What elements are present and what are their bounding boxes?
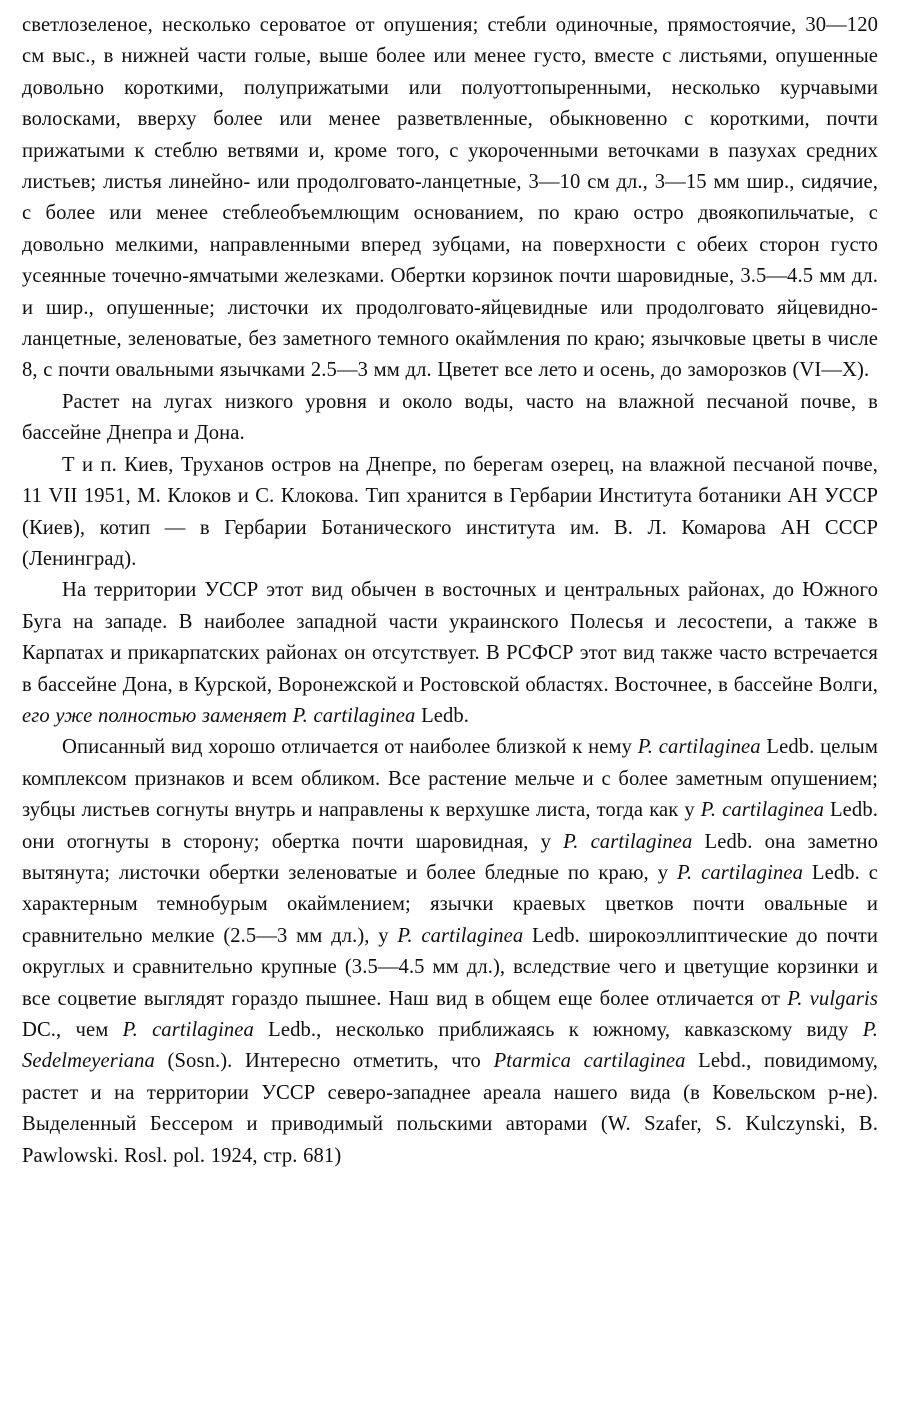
paragraph-type-specimen: Т и п. Киев, Труханов остров на Днепре, по берегам озерец, на влажной песчаной почве, 11 VII 1951, М. Клоков и С. Клокова. Тип хранится в Гербарии Института ботаники АН УССР (Киев), котип — в Гербарии Ботанического института им. В. Л. Комарова АН СССР (Ленинград). (22, 453, 878, 570)
text-run: (Sosn.). Интересно отметить, что (154, 1050, 494, 1073)
text-run: Ledb. они отогнуты в сторону; обертка почти шаровидная, у (22, 799, 878, 853)
paragraph-habitat: Растет на лугах низкого уровня и около воды, часто на влажной песчаной почве, в бассейне Днепра и Дона. (22, 390, 878, 445)
paragraph-distribution (22, 575, 878, 732)
species-name: Ptarmica cartilaginea (493, 1050, 686, 1073)
species-name: P. cartilaginea (700, 799, 824, 822)
text-run: Ledb. (415, 704, 470, 727)
text-run: Ledb. она заметно вытянута; листочки обертки зеленоватые и более бледные по краю, у (22, 830, 878, 884)
text-run: Ledb., несколько приближаясь к южному, кавказскому виду (253, 1019, 863, 1041)
text-run: Ledb. с характерным темнобурым окаймлением; язычки краевых цветков почти овальные и сравнительно мелкие (2.5—3 мм дл.), у (22, 861, 878, 947)
species-name: P. cartilaginea (676, 861, 804, 884)
species-name: P. cartilaginea (563, 830, 693, 853)
species-name: P. cartilaginea (292, 704, 416, 727)
text-run: Описанный вид хорошо отличается от наиболее близкой к нему (62, 736, 638, 759)
paragraph-comparison (22, 732, 878, 1172)
species-name: P. cartilaginea (122, 1019, 254, 1041)
text-run: DC., чем (22, 1019, 123, 1041)
species-name: его уже полностью заменяет (22, 704, 293, 727)
species-name: P. cartilaginea (397, 924, 524, 947)
species-name: P. cartilaginea (637, 736, 761, 759)
paragraph-description: светлозеленое, несколько сероватое от опушения; стебли одиночные, прямостоячие, 30—120 см выс., в нижней части голые, выше более или менее густо, вместе с листьями, опушенные довольно короткими, полуприжатыми или полуоттопыренными, несколько курчавыми волосками, вверху более или менее разветвленные, обыкновенно с короткими, почти прижатыми к стеблю ветвями и, кроме того, с укороченными веточками в пазухах средних листьев; листья линейно- или продолговато-ланцетные, 3—10 см дл., 3—15 мм шир., сидячие, с более или менее стеблеобъемлющим основанием, по краю остро двоякопильчатые, с довольно мелкими, направленными вперед зубцами, на поверхности с обеих сторон густо усеянные точечно-ямчатыми железками. Обертки корзинок почти шаровидные, 3.5—4.5 мм дл. и шир., опушенные; листочки их продолговато-яйцевидные или продолговато яйцевидно-ланцетные, зеленоватые, без заметного темного окаймления по краю; язычковые цветы в числе 8, с почти овальными язычками 2.5—3 мм дл. Цветет все лето и осень, до заморозков (VI—X). (22, 14, 878, 382)
text-run: На территории УССР этот вид обычен в восточных и центральных районах, до Южного Буга на западе. В наиболее западной части украинского Полесья и лесостепи, а также в Карпатах и прикарпатских районах он отсутствует. В РСФСР этот вид также часто встречается в бассейне Дона, в Курской, Воронежской и Ростовской областях. Восточнее, в бассейне Волги, (22, 579, 878, 696)
text-run: Lebd., повидимому, растет и на территории УССР северо-западнее ареала нашего вида (в Ковельском р-не). Выделенный Бессером и приводимый польскими авторами (W. Szafer, S. Kulczynski, B. Pawlowski. Rosl. pol. 1924, стр. 681) (22, 1050, 878, 1167)
species-name: P. vulgaris (787, 987, 878, 1010)
text-run: Ledb. широкоэллиптические до почти округлых и сравнительно крупные (3.5—4.5 мм дл.), вследствие чего и цветущие корзинки и все соцветие выглядят гораздо пышнее. Наш вид в общем еще более отличается от (22, 924, 878, 1010)
species-name: P. Sedelmeyeriana (22, 1019, 878, 1073)
text-run: Ledb. целым комплексом признаков и всем обликом. Все растение мельче и с более заметным опушением; зубцы листьев согнуты внутрь и направлены к верхушке листа, тогда как у (22, 736, 878, 822)
